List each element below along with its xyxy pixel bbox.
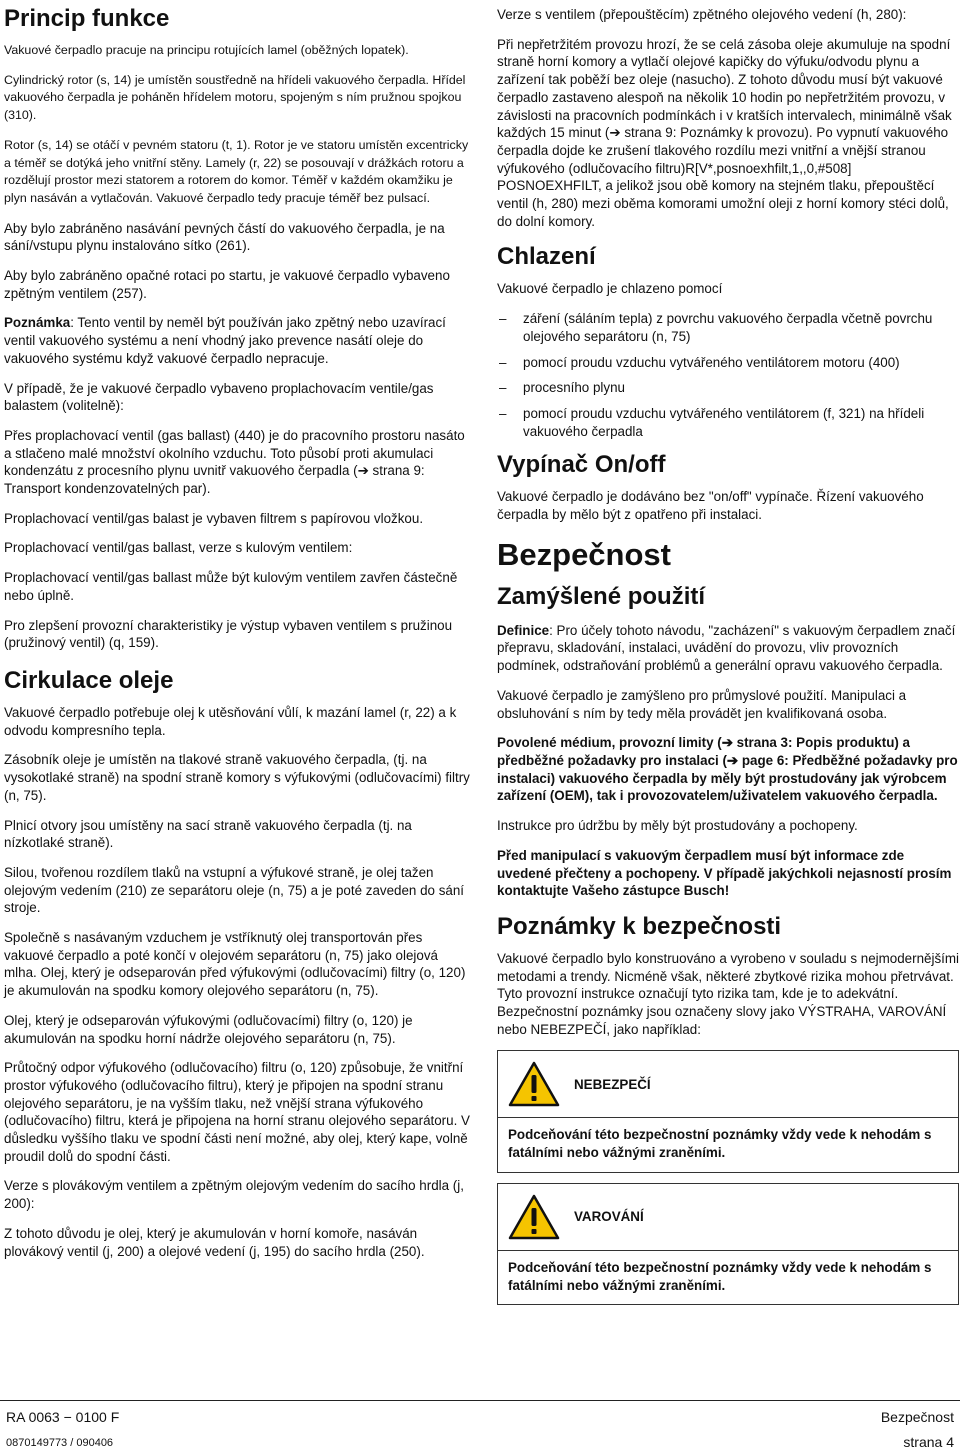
footer-doc-code: RA 0063 − 0100 F	[6, 1409, 120, 1425]
list-item-text: záření (sáláním tepla) z povrchu vakuového čerpadla včetně povrchu olejového separátoru (n, 75)	[523, 311, 933, 344]
paragraph: V případě, že je vakuové čerpadlo vybaveno proplachovacím ventile/gas balastem (volitelně):	[4, 380, 434, 414]
heading-chlazeni: Chlazení	[497, 243, 596, 271]
bold-text: Před manipulací s vakuovým čerpadlem musí být informace zde uvedené přečteny a pochopeny. V případě jakýchkoli nejasností prosím kontaktujte Vašeho zástupce Busch!	[497, 847, 952, 899]
paragraph: Pro zlepšení provozní charakteristiky je výstup vybaven ventilem s pružinou (pružinový ventil) (q, 159).	[4, 617, 453, 651]
danger-label: NEBEZPEČÍ	[574, 1076, 651, 1092]
warning-box-header	[508, 1194, 948, 1240]
warning-label: VAROVÁNÍ	[574, 1209, 644, 1225]
paragraph: Verze s ventilem (přepouštěcím) zpětného olejového vedení (h, 280):	[497, 7, 907, 22]
footer-part-number: 0870149773 / 090406	[6, 1437, 114, 1449]
paragraph: Průtočný odpor výfukového (odlučovacího) filtru (o, 120) způsobuje, že vnitřní prostor výfukového (odlučovacího filtru), který je připojen na spodní stranu olejového separátoru, je na vyšším tlaku, než vnější strana výfukového (odlučovacího) filtru, která je připojena na horní stranu olejového separátoru. V důsledku vyššího tlaku ve spodní části není možné, aby olej, který kape, volně proudil dolů do spodní části.	[4, 1060, 470, 1164]
paragraph: Rotor (s, 14) se otáčí v pevném statoru (t, 1). Rotor je ve statoru umístěn excentricky a téměř se dotýká jeho vnitřní stěny. Lamely (r, 22) se posouvají v drážkách rotoru a rozdělují prostor mezi statorem a rotorem do komor. Téměř v každém okamžiku je plyn nasáván a vytlačován. Vakuové čerpadlo tedy pracuje téměř bez pulsací.	[4, 137, 469, 205]
bold-paragraph	[497, 734, 959, 805]
paragraph: Přes proplachovací ventil (gas ballast) (440) je do pracovního prostoru nasáto a stlačeno malé množství okolního vzduchu. Toto působí proti akumulaci kondenzátu z procesního plynu uvnitř vakuového čerpadla (➔ strana 9: Transport kondenzovatelných par).	[4, 427, 465, 497]
danger-box	[497, 1050, 959, 1172]
cooling-list	[497, 310, 959, 440]
paragraph: Společně s nasávaným vzduchem je vstříknutý olej transportován přes vakuové čerpadlo a poté končí v olejovém separátoru (n, 75) jako olejová mlha. Olej, který je odseparován před výfukovými (odlučovacími) filtry (o, 120) je akumulován na spodku komory olejového separátoru (n, 75).	[4, 930, 466, 999]
danger-text: Podceňování této bezpečnostní poznámky vždy vede k nehodám s fatálními nebo vážnými zraněními.	[508, 1127, 932, 1161]
paragraph: Proplachovací ventil/gas balast je vybaven filtrem s papírovou vložkou.	[4, 510, 424, 526]
footer-page-number: strana 4	[903, 1434, 954, 1450]
paragraph: Vakuové čerpadlo potřebuje olej k utěsňování vůlí, k mazání lamel (r, 22) a k odvodu kompresního tepla.	[4, 704, 457, 738]
danger-box-header	[508, 1061, 948, 1107]
heading-zamyslene-pouziti: Zamýšlené použití	[497, 582, 706, 610]
heading-princip-funkce: Princip funkce	[4, 5, 170, 32]
warning-triangle-icon	[508, 1061, 560, 1107]
divider	[498, 1117, 958, 1118]
paragraph: Při nepřetržitém provozu hrozí, že se celá zásoba oleje akumuluje na spodní straně horní komory a vytlačí olejové kapičky do výfuku/odvodu plynu a zařízení tak poběží bez oleje (nasucho). Z tohoto důvodu musí být vakuové čerpadlo zastaveno alespoň na několik 10 hodin po nepřetržitém provozu, v závislosti na pracovních podmínkách i v kratších intervalech, minimálně však každých 15 minut (➔ strana 9: Poznámky k provozu). Po vypnutí vakuového čerpadla dojde ke zrušení tlakového rozdílu mezi vnitřní a vnější stranou výfukového (odlučovacího filtru)R[V*,posnoexhfilt,1,,0,#508] POSNOEXHFILT, a jelikož jsou obě komory na stejném tlaku, přepouštěcí ventil (h, 280) mezi oběma komorami umožní oleji z horní komory stéci dolů, do dolní komory.	[497, 36, 952, 229]
paragraph: Aby bylo zabráněno opačné rotaci po startu, je vakuové čerpadlo vybaveno zpětným ventilem (257).	[4, 268, 450, 301]
left-column	[4, 0, 472, 1272]
paragraph: Vakuové čerpadlo je zamýšleno pro průmyslové použití. Manipulaci a obsluhování s ním by tedy měla provádět jen kvalifikovaná osoba.	[497, 687, 907, 721]
heading-bezpecnost: Bezpečnost	[497, 536, 671, 572]
warning-text: Podceňování této bezpečnostní poznámky vždy vede k nehodám s fatálními nebo vážnými zraněními.	[508, 1259, 932, 1293]
list-item	[497, 379, 959, 397]
dash-bullet: –	[499, 405, 507, 421]
heading-poznamky-k-bezpecnosti: Poznámky k bezpečnosti	[497, 912, 782, 940]
paragraph: Olej, který je odseparován výfukovými (odlučovacími) filtry (o, 120) je akumulován na spodku horní nádrže olejového separátoru (n, 75).	[4, 1012, 413, 1046]
bold-paragraph	[497, 847, 959, 900]
definition-label: Definice	[497, 622, 550, 638]
list-item	[497, 354, 959, 372]
right-column	[497, 0, 959, 1315]
list-item	[497, 310, 959, 345]
warning-box	[497, 1183, 959, 1305]
footer-section: Bezpečnost	[880, 1409, 954, 1425]
heading-cirkulace-oleje: Cirkulace oleje	[4, 666, 174, 694]
note-label: Poznámka	[4, 315, 71, 331]
note-paragraph	[4, 314, 472, 367]
definition-text: : Pro účely tohoto návodu, "zacházení" s vakuovým čerpadlem značí přepravu, skladování, instalaci, uvádění do provozu, vliv provozních podmínek, odstraňování problémů a generální opravu vakuového čerpadla.	[497, 622, 956, 674]
list-item-text: pomocí proudu vzduchu vytvářeného ventilátorem motoru (400)	[523, 354, 900, 370]
list-item-text: procesního plynu	[523, 380, 625, 396]
paragraph: Vakuové čerpadlo je dodáváno bez "on/off" vypínače. Řízení vakuového čerpadla by mělo být z opatřeno při instalaci.	[497, 489, 924, 523]
paragraph: Plnicí otvory jsou umístěny na sací straně vakuového čerpadla (tj. na nízkotlaké straně).	[4, 817, 412, 851]
note-text: : Tento ventil by neměl být používán jako zpětný nebo uzavírací ventil vakuového systému a není vhodný jako prevence nasátí oleje do vakuového systému když vakuové čerpadlo nepracuje.	[4, 315, 446, 366]
dash-bullet: –	[499, 311, 507, 327]
warning-triangle-icon	[508, 1194, 560, 1240]
heading-vypinac: Vypínač On/off	[497, 451, 666, 479]
divider	[498, 1250, 958, 1251]
paragraph: Vakuové čerpadlo pracuje na principu rotujících lamel (oběžných lopatek).	[4, 43, 409, 57]
dash-bullet: –	[499, 380, 507, 396]
list-item	[497, 405, 959, 440]
paragraph: Proplachovací ventil/gas ballast, verze s kulovým ventilem:	[4, 540, 353, 556]
paragraph: Instrukce pro údržbu by měly být prostudovány a pochopeny.	[497, 818, 858, 834]
paragraph: Vakuové čerpadlo bylo konstruováno a vyrobeno v souladu s nejmodernějšími metodami a trendy. Nicméně však, některé zbytkové rizika mohou přetrvávat. Tyto provozní instrukce označují tyto rizika tam, kde je to adekvátní. Bezpečnostní poznámky jsou označeny slovy jako VÝSTRAHA, VAROVÁNÍ nebo NEBEZPEČÍ, jako například:	[497, 950, 959, 1037]
dash-bullet: –	[499, 354, 507, 370]
bold-text: Povolené médium, provozní limity (➔ strana 3: Popis produktu) a předběžné požadavky pro instalaci (➔ page 6: Předběžné požadavky pro instalaci) vakuového čerpadla by měly být prostudovány jak výrobcem zařízení (OEM), tak i provozovatelem/uživatelem vakuového čerpadla.	[497, 735, 958, 804]
paragraph: Z tohoto důvodu je olej, který je akumulován v horní komoře, nasáván plovákový ventil (j, 200) a olejové vedení (j, 195) do sacího hrdla (250).	[4, 1225, 425, 1259]
footer-divider	[0, 1400, 960, 1401]
paragraph: Vakuové čerpadlo je chlazeno pomocí	[497, 281, 723, 297]
paragraph: Proplachovací ventil/gas ballast může být kulovým ventilem zavřen částečně nebo úplně.	[4, 570, 458, 603]
definition-paragraph	[497, 622, 959, 675]
paragraph: Aby bylo zabráněno nasávání pevných částí do vakuového čerpadla, je na sání/vstupu plynu instalováno sítko (261).	[4, 220, 445, 254]
paragraph: Zásobník oleje je umístěn na tlakové straně vakuového čerpadla, (tj. na vysokotlaké straně) na spodní straně komory s výfukovými (odlučovacími) filtry (n, 75).	[4, 752, 470, 803]
list-item-text: pomocí proudu vzduchu vytvářeného ventilátorem (f, 321) na hřídeli vakuového čerpadla	[523, 405, 925, 439]
paragraph: Cylindrický rotor (s, 14) je umístěn soustředně na hřídeli vakuového čerpadla. Hřídel vakuového čerpadla je poháněn hřídelem motoru, spojeným s ním pružnou spojkou (310).	[4, 72, 466, 123]
paragraph: Verze s plovákovým ventilem a zpětným olejovým vedením do sacího hrdla (j, 200):	[4, 1178, 464, 1212]
paragraph: Silou, tvořenou rozdílem tlaků na vstupní a výfukové straně, je olej tažen olejovým vedením (210) ze separátoru oleje (n, 75) a je poté zaveden do sání stroje.	[4, 864, 465, 916]
